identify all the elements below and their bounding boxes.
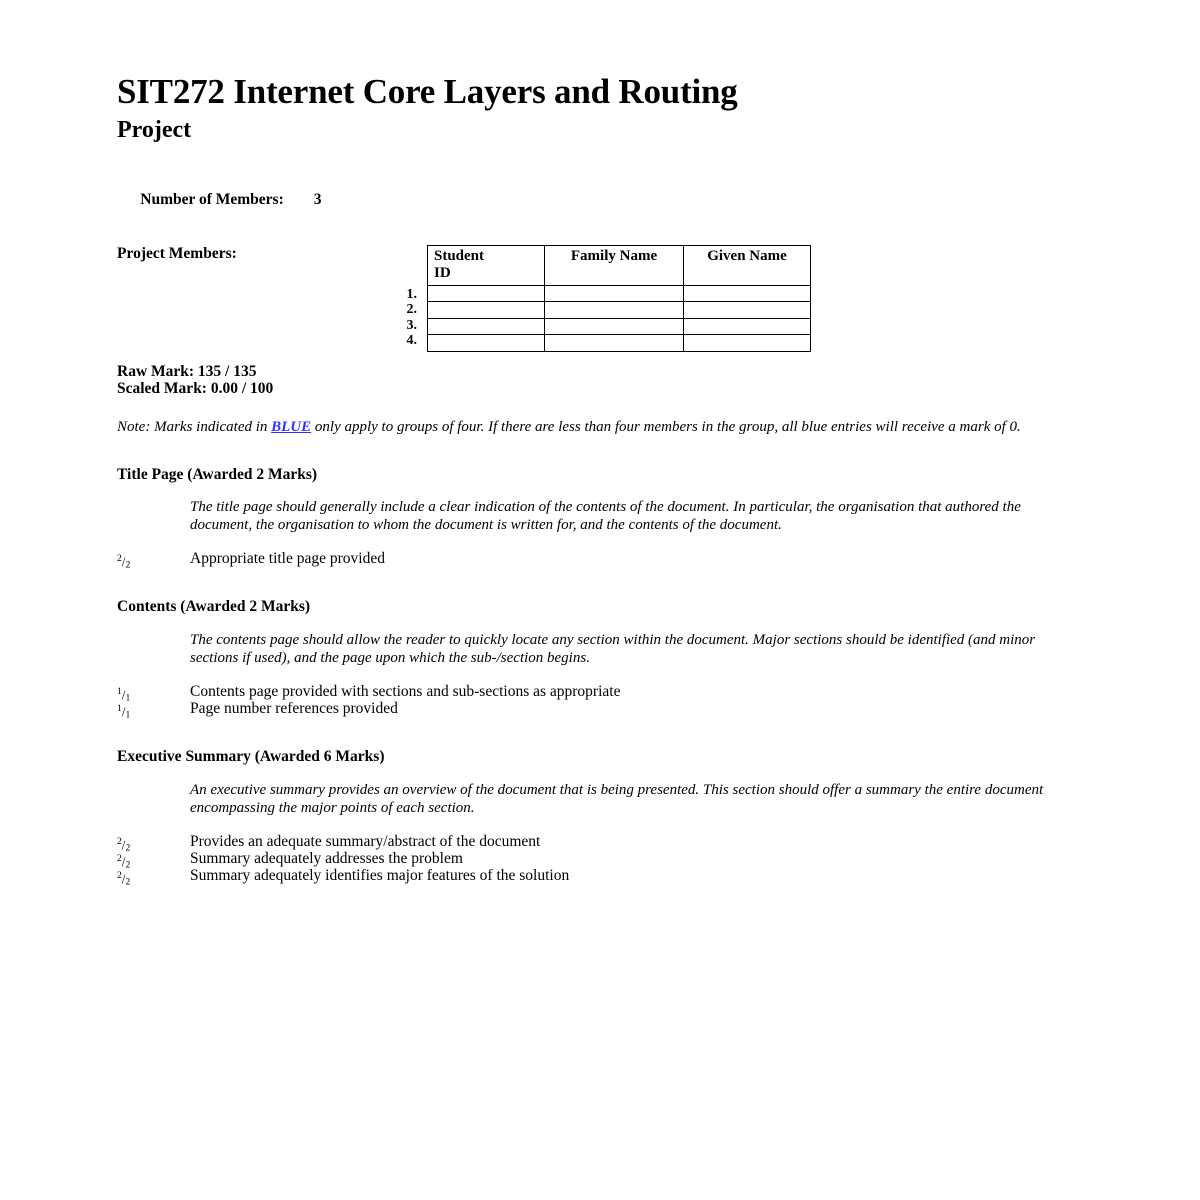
criterion-mark-numerator: 2 [117, 869, 122, 881]
page-title: SIT272 Internet Core Layers and Routing [117, 72, 738, 111]
criterion-mark-slash: / [121, 870, 126, 886]
section-heading: Title Page (Awarded 2 Marks) [117, 465, 318, 483]
table-row [428, 302, 811, 319]
note-suffix: only apply to groups of four. If there are less than four members in the group, all blue entries will receive a mark of 0. [311, 418, 1021, 435]
criteria-list [117, 550, 1087, 571]
member-row-numbers [395, 287, 417, 349]
criterion-mark-denominator: 1 [125, 709, 131, 721]
criterion-text: Page number references provided [190, 699, 398, 717]
project-members-table [427, 245, 811, 352]
criterion-mark-numerator: 2 [117, 835, 122, 847]
section-contents [117, 598, 1087, 721]
section-heading: Executive Summary (Awarded 6 Marks) [117, 747, 385, 765]
raw-mark: Raw Mark: 135 / 135 [117, 362, 257, 380]
criterion-mark-numerator: 2 [117, 553, 122, 565]
blue-marks-note [117, 418, 1085, 436]
criterion-mark-slash: / [121, 687, 126, 703]
criterion-mark-slash: / [121, 554, 126, 570]
column-header-family-name: Family Name [545, 245, 684, 285]
member-row-number: 4. [406, 333, 417, 349]
criterion-mark-denominator: 1 [125, 692, 131, 704]
marks-summary [117, 363, 1087, 398]
criterion-mark-denominator: 2 [125, 875, 131, 887]
criterion-row [117, 682, 1087, 704]
table-row [428, 318, 811, 335]
document-content [117, 72, 1087, 887]
number-of-members-value: 3 [313, 190, 322, 208]
criterion-row [117, 866, 1087, 887]
scaled-mark: Scaled Mark: 0.00 / 100 [117, 380, 274, 398]
criterion-row [117, 832, 1087, 853]
project-members-label: Project Members: [117, 244, 237, 262]
cell-given-name[interactable] [684, 302, 811, 319]
criterion-row [117, 849, 1087, 870]
table-row [428, 285, 811, 302]
cell-family-name[interactable] [545, 335, 684, 352]
criterion-text: Provides an adequate summary/abstract of the document [190, 832, 541, 850]
member-row-number: 1. [406, 286, 417, 302]
cell-student-id[interactable] [428, 335, 545, 352]
criterion-mark-numerator: 1 [117, 685, 122, 697]
section-heading: Contents (Awarded 2 Marks) [117, 598, 311, 616]
criterion-mark-denominator: 2 [125, 841, 131, 853]
section-title-page [117, 465, 1087, 571]
criterion-mark [117, 700, 177, 723]
criterion-mark [117, 867, 177, 890]
note-blue-keyword: BLUE [271, 418, 312, 435]
criterion-mark-numerator: 2 [117, 852, 122, 864]
cell-family-name[interactable] [545, 285, 684, 302]
member-row-number: 2. [406, 302, 417, 318]
criterion-mark-slash: / [121, 853, 126, 869]
cell-student-id[interactable] [428, 285, 545, 302]
criterion-mark-slash: / [121, 836, 126, 852]
criterion-mark-denominator: 2 [125, 858, 131, 870]
number-of-members-label: Number of Members: [140, 190, 284, 208]
cell-given-name[interactable] [684, 335, 811, 352]
table-row [428, 335, 811, 352]
cell-student-id[interactable] [428, 318, 545, 335]
criterion-mark-denominator: 2 [125, 559, 131, 571]
project-members-block [117, 245, 1087, 363]
criteria-list [117, 832, 1087, 887]
note-prefix: Note: Marks indicated in [117, 418, 272, 435]
criterion-mark-slash: / [121, 704, 126, 720]
cell-given-name[interactable] [684, 285, 811, 302]
column-header-given-name: Given Name [684, 245, 811, 285]
criterion-text: Contents page provided with sections and sub-sections as appropriate [190, 682, 621, 700]
criteria-list [117, 682, 1087, 721]
criterion-text: Appropriate title page provided [190, 550, 385, 568]
table-header-row [428, 245, 811, 285]
criterion-text: Summary adequately addresses the problem [190, 849, 463, 867]
member-row-number: 3. [406, 317, 417, 333]
section-description: An executive summary provides an overview of the document that is being presented. This section should offer a summary the entire document encompassing the major points of each section. [190, 781, 1044, 816]
criterion-mark [117, 550, 177, 573]
cell-student-id[interactable] [428, 302, 545, 319]
criterion-row [117, 699, 1087, 721]
column-header-student-id: Student ID [428, 245, 545, 285]
criterion-text: Summary adequately identifies major features of the solution [190, 866, 570, 884]
section-description: The contents page should allow the reader to quickly locate any section within the document. Major sections should be identified (and minor sections if used), and the page upon which the sub-/section begins. [190, 631, 1036, 666]
cell-family-name[interactable] [545, 302, 684, 319]
cell-family-name[interactable] [545, 318, 684, 335]
criterion-row [117, 550, 1087, 571]
criterion-mark-numerator: 1 [117, 702, 122, 714]
section-description: The title page should generally include a clear indication of the contents of the document. In particular, the organisation that authored the document, the organisation to whom the document is written for, and the contents of the document. [190, 499, 1021, 534]
number-of-members-line [117, 172, 1087, 228]
section-executive-summary [117, 747, 1087, 887]
page-subtitle: Project [117, 117, 192, 143]
cell-given-name[interactable] [684, 318, 811, 335]
